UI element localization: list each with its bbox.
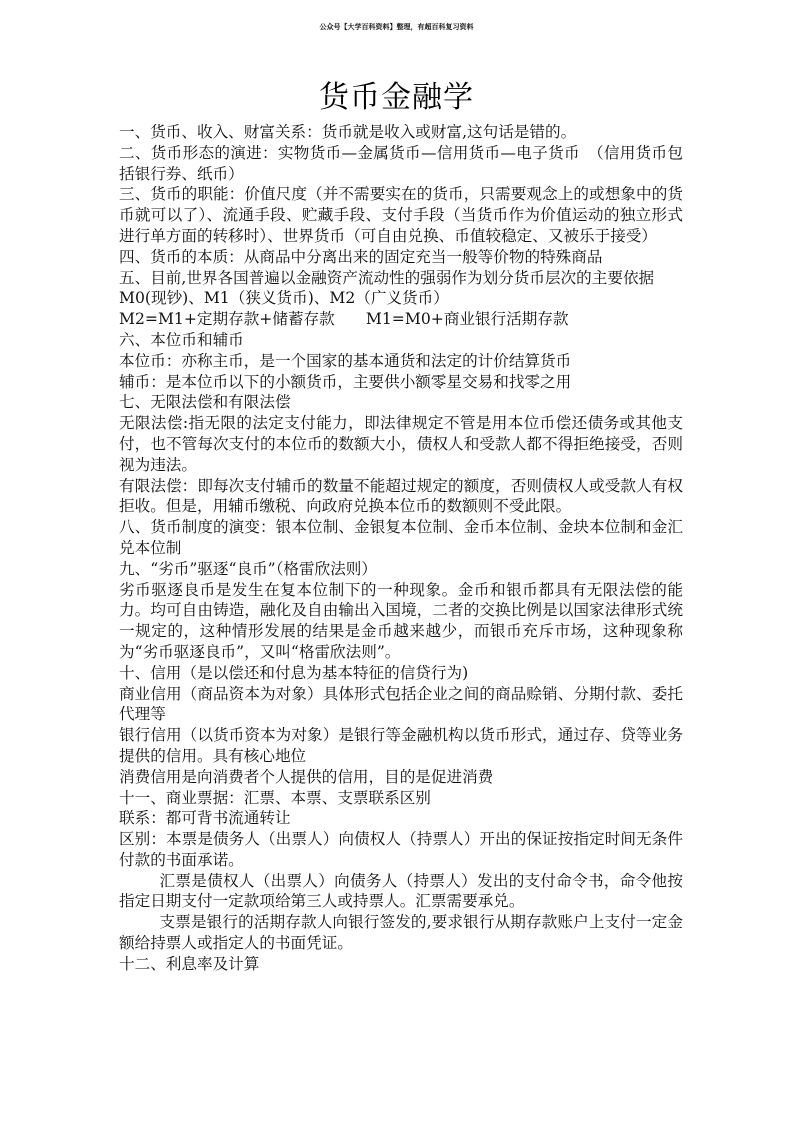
- section-11-heading: 十一、商业票据：汇票、本票、支票联系区别: [119, 788, 431, 807]
- bank-credit-paragraph: 银行信用（以货币资本为对象）是银行等金融机构以货币形式，通过存、贷等业务提供的信用。具有核心地位: [119, 726, 683, 765]
- standard-money-definition: 本位币：亦称主币，是一个国家的基本通货和法定的计价结算货币: [119, 351, 572, 370]
- section-10-heading: 十、信用（是以偿还和付息为基本特征的信贷行为): [119, 663, 469, 682]
- bill-of-exchange-paragraph: 汇票是债权人（出票人）向债务人（持票人）发出的支付命令书，命令他按指定日期支付一定款项给第三人或持票人。汇票需要承兑。: [119, 871, 683, 911]
- section-1-paragraph: 一、货币、收入、财富关系：货币就是收入或财富,这句话是错的。: [119, 123, 577, 141]
- section-2-paragraph: 二、货币形态的演进：实物货币—金属货币—信用货币—电子货币 （信用货币包括银行券、纸币）: [119, 143, 683, 183]
- limited-legal-tender-definition: 有限法偿：即每次支付辅币的数量不能超过规定的额度，否则债权人或受款人有权拒收。但是，用辅币缴税、向政府兑换本位币的数额则不受此限。: [119, 476, 683, 516]
- unlimited-legal-tender-definition: 无限法偿:指无限的法定支付能力，即法律规定不管是用本位币偿还债务或其他支付，也不管每次支付的本位币的数额大小，债权人和受款人都不得拒绝接受，否则视为违法。: [119, 414, 683, 474]
- section-12-heading: 十二、利息率及计算: [119, 954, 260, 973]
- money-levels-line: M0(现钞)、M1（狭义货币)、M2（广义货币）: [119, 289, 449, 308]
- section-6-heading: 六、本位币和辅币: [119, 330, 244, 349]
- commercial-credit-paragraph: 商业信用（商品资本为对象）具体形式包括企业之间的商品赊销、分期付款、委托代理等: [119, 684, 683, 724]
- cheque-paragraph: 支票是银行的活期存款人向银行签发的,要求银行从期存款账户上支付一定金额给持票人或指定人的书面凭证。: [119, 913, 683, 953]
- document-body: [119, 122, 683, 975]
- section-3-paragraph: 三、货币的职能：价值尺度（并不需要实在的货币，只需要观念上的或想象中的货币就可以了）、流通手段、贮藏手段、支付手段（当货币作为价值运动的独立形式进行单方面的转移时）、世界货币（可自由兑换、币值较稳定、又被乐于接受）: [119, 185, 683, 245]
- greshams-law-paragraph: 劣币驱逐良币是发生在复本位制下的一种现象。金币和银币都具有无限法偿的能力。均可自由铸造，融化及自由输出入国境，二者的交换比例是以国家法律形式统一规定的，这种情形发展的结果是金币越来越少，而银币充斥市场，这种现象称为“劣币驱逐良币”，又叫“格雷欣法则”。: [119, 580, 683, 661]
- consumer-credit-paragraph: 消费信用是向消费者个人提供的信用，目的是促进消费: [119, 767, 494, 786]
- section-7-heading: 七、无限法偿和有限法偿: [119, 393, 291, 412]
- bills-connection-line: 联系：都可背书流通转让: [119, 809, 291, 828]
- section-8-paragraph: 八、货币制度的演变：银本位制、金银复本位制、金币本位制、金块本位制和金汇兑本位制: [119, 518, 683, 557]
- header-note: 公众号【大学百科资料】整理，有超百科复习资料: [319, 22, 474, 31]
- section-4-paragraph: 四、货币的本质：从商品中分离出来的固定充当一般等价物的特殊商品: [119, 247, 603, 266]
- section-5-paragraph: 五、目前,世界各国普遍以金融资产流动性的强弱作为划分货币层次的主要依据: [119, 268, 655, 287]
- section-9-heading: 九、“劣币”驱逐“良币”（格雷欣法则）: [119, 559, 377, 578]
- promissory-note-paragraph: 区别：本票是债务人（出票人）向债权人（持票人）开出的保证按指定时间无条件付款的书面承诺。: [119, 830, 683, 869]
- subsidiary-money-definition: 辅币：是本位币以下的小额货币，主要供小额零星交易和找零之用: [119, 372, 572, 391]
- money-formula-line: M2=M1+定期存款+储蓄存款 M1=M0+商业银行活期存款: [119, 310, 569, 329]
- page-title: 货币金融学: [319, 80, 474, 115]
